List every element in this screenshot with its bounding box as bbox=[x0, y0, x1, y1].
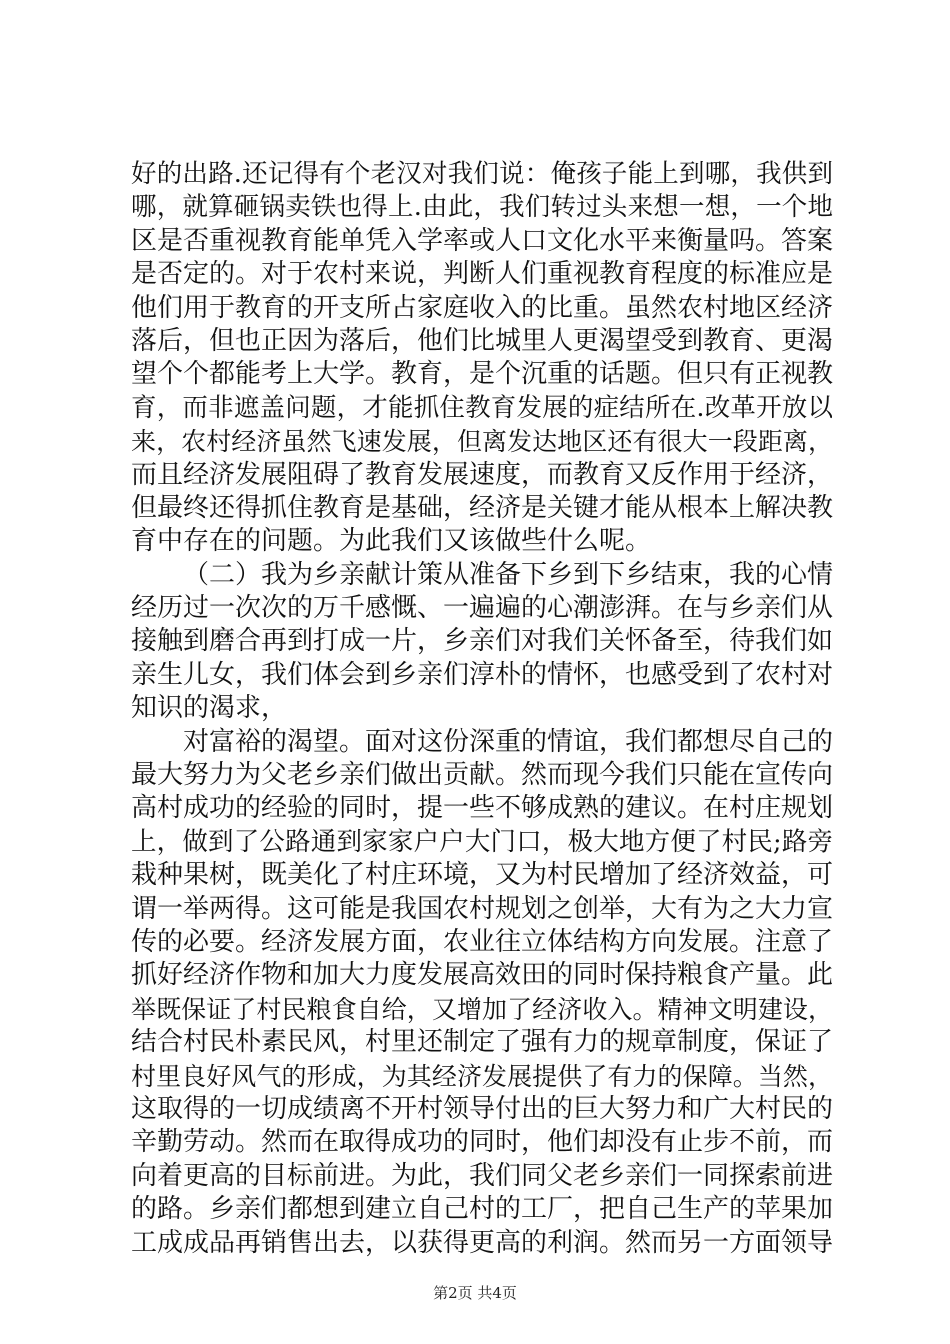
paragraph bbox=[131, 559, 833, 726]
page-number: 第2页 共4页 bbox=[433, 1284, 517, 1302]
text-line: 落后，但也正因为落后，他们比城里人更渴望受到教育、更渴 bbox=[131, 325, 833, 356]
text-line: 经历过一次次的万千感慨、一遍遍的心潮澎湃。在与乡亲们从 bbox=[131, 593, 833, 624]
text-line: 望个个都能考上大学。教育，是个沉重的话题。但只有正视教 bbox=[131, 359, 833, 390]
text-line: 而且经济发展阻碍了教育发展速度，而教育又反作用于经济， bbox=[131, 459, 833, 490]
text-line: 高村成功的经验的同时，提一些不够成熟的建议。在村庄规划 bbox=[131, 793, 833, 824]
text-line: 抓好经济作物和加大力度发展高效田的同时保持粮食产量。此 bbox=[131, 960, 833, 991]
text-line: 辛勤劳动。然而在取得成功的同时，他们却没有止步不前，而 bbox=[131, 1127, 833, 1158]
text-line: 举既保证了村民粮食自给，又增加了经济收入。精神文明建设， bbox=[131, 994, 833, 1024]
text-line: 工成成品再销售出去，以获得更高的利润。然而另一方面领导 bbox=[131, 1227, 833, 1258]
paragraph bbox=[131, 158, 833, 559]
text-line: 结合村民朴素民风，村里还制定了强有力的规章制度，保证了 bbox=[131, 1027, 833, 1058]
text-line: 对富裕的渴望。面对这份深重的情谊，我们都想尽自己的 bbox=[183, 726, 833, 757]
text-line: 但最终还得抓住教育是基础，经济是关键才能从根本上解决教 bbox=[131, 492, 833, 523]
text-line: 哪，就算砸锅卖铁也得上.由此，我们转过头来想一想，一个地 bbox=[131, 192, 833, 223]
text-line: （二）我为乡亲献计策从准备下乡到下乡结束，我的心情 bbox=[183, 559, 833, 590]
text-line: 栽种果树，既美化了村庄环境，又为村民增加了经济效益，可 bbox=[131, 860, 833, 891]
text-line: 这取得的一切成绩离不开村领导付出的巨大努力和广大村民的 bbox=[131, 1093, 833, 1124]
text-line: 传的必要。经济发展方面，农业往立体结构方向发展。注意了 bbox=[131, 926, 833, 957]
text-line: 村里良好风气的形成，为其经济发展提供了有力的保障。当然， bbox=[131, 1061, 833, 1091]
text-line: 知识的渴求， bbox=[131, 693, 288, 724]
text-line: 的路。乡亲们都想到建立自己村的工厂，把自己生产的苹果加 bbox=[131, 1194, 833, 1225]
text-line: 向着更高的目标前进。为此，我们同父老乡亲们一同探索前进 bbox=[131, 1160, 833, 1191]
text-line: 区是否重视教育能单凭入学率或人口文化水平来衡量吗。答案 bbox=[131, 225, 833, 256]
text-line: 育中存在的问题。为此我们又该做些什么呢。 bbox=[131, 526, 652, 557]
paragraph bbox=[131, 726, 833, 1260]
text-line: 亲生儿女，我们体会到乡亲们淳朴的情怀，也感受到了农村对 bbox=[131, 659, 833, 690]
text-line: 来，农村经济虽然飞速发展，但离发达地区还有很大一段距离， bbox=[131, 427, 833, 457]
text-line: 他们用于教育的开支所占家庭收入的比重。虽然农村地区经济 bbox=[131, 292, 833, 323]
text-line: 育，而非遮盖问题，才能抓住教育发展的症结所在.改革开放以 bbox=[131, 392, 833, 423]
text-line: 是否定的。对于农村来说，判断人们重视教育程度的标准应是 bbox=[131, 259, 833, 290]
text-line: 上，做到了公路通到家家户户大门口，极大地方便了村民;路旁 bbox=[131, 826, 833, 857]
text-line: 谓一举两得。这可能是我国农村规划之创举，大有为之大力宣 bbox=[131, 893, 833, 924]
text-line: 接触到磨合再到打成一片，乡亲们对我们关怀备至，待我们如 bbox=[131, 626, 833, 657]
text-line: 好的出路.还记得有个老汉对我们说：俺孩子能上到哪，我供到 bbox=[131, 159, 833, 189]
document-body bbox=[131, 158, 833, 1260]
text-line: 最大努力为父老乡亲们做出贡献。然而现今我们只能在宣传向 bbox=[131, 760, 833, 791]
